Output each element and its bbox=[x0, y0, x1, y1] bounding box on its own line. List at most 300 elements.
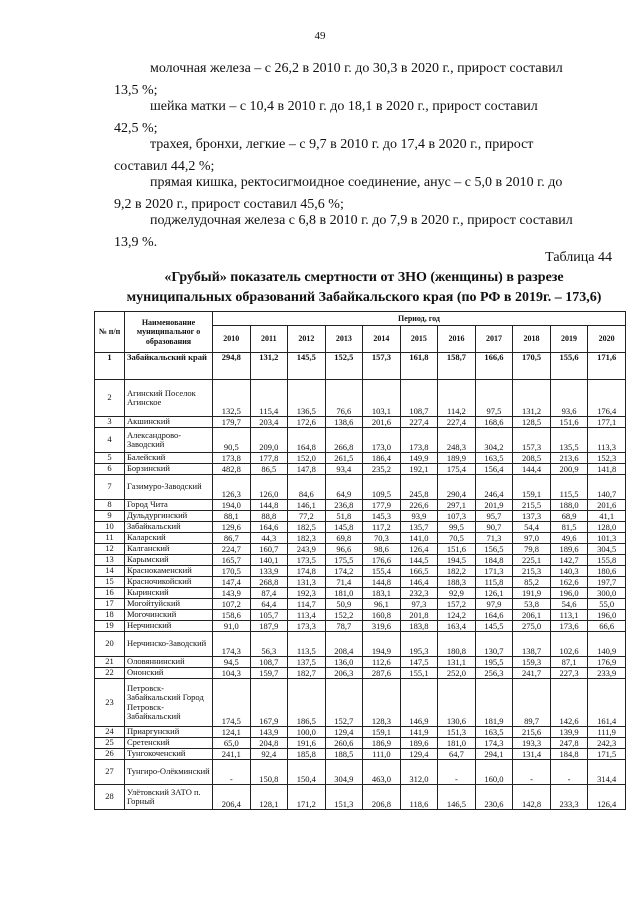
value-cell: 191,9 bbox=[513, 588, 551, 599]
value-cell: 185,8 bbox=[288, 749, 326, 760]
value-cell: 151,3 bbox=[325, 785, 363, 810]
table-row bbox=[95, 749, 626, 760]
value-cell: 147,5 bbox=[400, 657, 438, 668]
value-cell: 53,8 bbox=[513, 599, 551, 610]
value-cell: 463,0 bbox=[363, 760, 401, 785]
value-cell: 191,6 bbox=[288, 738, 326, 749]
municipality-name: Могойтуйский bbox=[125, 599, 213, 610]
value-cell: 159,1 bbox=[363, 727, 401, 738]
value-cell: 314,4 bbox=[588, 760, 626, 785]
value-cell: 179,7 bbox=[213, 417, 251, 428]
value-cell: 176,6 bbox=[363, 555, 401, 566]
table-row bbox=[95, 464, 626, 475]
value-cell: 242,3 bbox=[588, 738, 626, 749]
paragraph-line: 13,5 %; bbox=[114, 83, 158, 98]
value-cell: 227,3 bbox=[550, 668, 588, 679]
header-year: 2016 bbox=[438, 326, 476, 353]
value-cell: 173,0 bbox=[363, 428, 401, 453]
value-cell: 140,7 bbox=[588, 475, 626, 500]
value-cell: 275,0 bbox=[513, 621, 551, 632]
value-cell: 268,8 bbox=[250, 577, 288, 588]
row-number: 10 bbox=[95, 522, 125, 533]
mortality-table bbox=[94, 311, 626, 810]
value-cell: 136,5 bbox=[288, 380, 326, 417]
table-row bbox=[95, 511, 626, 522]
value-cell: - bbox=[438, 760, 476, 785]
value-cell: 115,4 bbox=[250, 380, 288, 417]
value-cell: 200,9 bbox=[550, 464, 588, 475]
value-cell: 195,3 bbox=[400, 632, 438, 657]
value-cell: 161,8 bbox=[400, 353, 438, 380]
value-cell: 167,9 bbox=[250, 679, 288, 727]
value-cell: 226,6 bbox=[400, 500, 438, 511]
value-cell: 97,3 bbox=[400, 599, 438, 610]
value-cell: 149,9 bbox=[400, 453, 438, 464]
value-cell: 157,3 bbox=[513, 428, 551, 453]
value-cell: 115,8 bbox=[475, 577, 513, 588]
value-cell: 290,4 bbox=[438, 475, 476, 500]
value-cell: 247,8 bbox=[550, 738, 588, 749]
row-number: 5 bbox=[95, 453, 125, 464]
value-cell: 54,4 bbox=[513, 522, 551, 533]
value-cell: 197,7 bbox=[588, 577, 626, 588]
value-cell: 145,3 bbox=[363, 511, 401, 522]
value-cell: 183,8 bbox=[400, 621, 438, 632]
value-cell: 224,7 bbox=[213, 544, 251, 555]
row-number: 11 bbox=[95, 533, 125, 544]
value-cell: 163,5 bbox=[475, 453, 513, 464]
value-cell: 246,4 bbox=[475, 475, 513, 500]
value-cell: 158,7 bbox=[438, 353, 476, 380]
value-cell: 131,4 bbox=[513, 749, 551, 760]
value-cell: 170,5 bbox=[213, 566, 251, 577]
value-cell: 95,7 bbox=[475, 511, 513, 522]
value-cell: 131,3 bbox=[288, 577, 326, 588]
value-cell: 174,5 bbox=[213, 679, 251, 727]
value-cell: 108,7 bbox=[250, 657, 288, 668]
value-cell: 173,3 bbox=[288, 621, 326, 632]
municipality-name: Дульдургинский bbox=[125, 511, 213, 522]
value-cell: 181,0 bbox=[438, 738, 476, 749]
value-cell: 64,9 bbox=[325, 475, 363, 500]
value-cell: 182,3 bbox=[288, 533, 326, 544]
value-cell: 96,6 bbox=[325, 544, 363, 555]
value-cell: 137,3 bbox=[513, 511, 551, 522]
value-cell: 155,6 bbox=[550, 353, 588, 380]
value-cell: 160,8 bbox=[363, 610, 401, 621]
municipality-name: Тунгиро-Олёкминский bbox=[125, 760, 213, 785]
value-cell: 108,7 bbox=[400, 380, 438, 417]
value-cell: 70,5 bbox=[438, 533, 476, 544]
value-cell: 186,5 bbox=[288, 679, 326, 727]
row-number: 24 bbox=[95, 727, 125, 738]
value-cell: 482,8 bbox=[213, 464, 251, 475]
value-cell: 66,6 bbox=[588, 621, 626, 632]
value-cell: 170,5 bbox=[513, 353, 551, 380]
municipality-name: Газимуро-Заводский bbox=[125, 475, 213, 500]
value-cell: 107,2 bbox=[213, 599, 251, 610]
value-cell: 146,4 bbox=[400, 577, 438, 588]
value-cell: 165,7 bbox=[213, 555, 251, 566]
value-cell: 173,5 bbox=[288, 555, 326, 566]
municipality-name: Тунгокоченский bbox=[125, 749, 213, 760]
row-number: 15 bbox=[95, 577, 125, 588]
value-cell: 188,5 bbox=[325, 749, 363, 760]
value-cell: 69,8 bbox=[325, 533, 363, 544]
value-cell: 206,8 bbox=[363, 785, 401, 810]
municipality-name: Краснокаменский bbox=[125, 566, 213, 577]
municipality-name: Агинский Поселок Агинское bbox=[125, 380, 213, 417]
value-cell: 112,6 bbox=[363, 657, 401, 668]
value-cell: 71,3 bbox=[475, 533, 513, 544]
value-cell: 105,7 bbox=[250, 610, 288, 621]
header-year: 2017 bbox=[475, 326, 513, 353]
value-cell: 168,6 bbox=[475, 417, 513, 428]
value-cell: 159,7 bbox=[250, 668, 288, 679]
value-cell: - bbox=[213, 760, 251, 785]
paragraph-pancreas bbox=[114, 210, 612, 254]
table-row bbox=[95, 668, 626, 679]
value-cell: 143,9 bbox=[213, 588, 251, 599]
value-cell: 183,1 bbox=[363, 588, 401, 599]
municipality-name: Нерчинский bbox=[125, 621, 213, 632]
value-cell: 201,8 bbox=[400, 610, 438, 621]
row-number: 6 bbox=[95, 464, 125, 475]
value-cell: 143,9 bbox=[250, 727, 288, 738]
value-cell: 124,1 bbox=[213, 727, 251, 738]
value-cell: 129,4 bbox=[325, 727, 363, 738]
value-cell: 81,5 bbox=[550, 522, 588, 533]
row-number: 22 bbox=[95, 668, 125, 679]
value-cell: 182,5 bbox=[288, 522, 326, 533]
value-cell: 312,0 bbox=[400, 760, 438, 785]
value-cell: 93,6 bbox=[550, 380, 588, 417]
value-cell: 180,8 bbox=[438, 632, 476, 657]
value-cell: 181,9 bbox=[475, 679, 513, 727]
row-number: 12 bbox=[95, 544, 125, 555]
value-cell: 126,1 bbox=[475, 588, 513, 599]
value-cell: 71,4 bbox=[325, 577, 363, 588]
value-cell: 182,7 bbox=[288, 668, 326, 679]
value-cell: 152,7 bbox=[325, 679, 363, 727]
value-cell: 130,6 bbox=[438, 679, 476, 727]
value-cell: 55,0 bbox=[588, 599, 626, 610]
value-cell: 68,9 bbox=[550, 511, 588, 522]
value-cell: 97,0 bbox=[513, 533, 551, 544]
value-cell: 159,1 bbox=[513, 475, 551, 500]
municipality-name: Забайкальский край bbox=[125, 353, 213, 380]
value-cell: 171,6 bbox=[588, 353, 626, 380]
header-number: № п/п bbox=[95, 312, 125, 353]
value-cell: 245,8 bbox=[400, 475, 438, 500]
value-cell: 133,9 bbox=[250, 566, 288, 577]
value-cell: 141,9 bbox=[400, 727, 438, 738]
value-cell: 208,4 bbox=[325, 632, 363, 657]
value-cell: 91,0 bbox=[213, 621, 251, 632]
value-cell: 155,1 bbox=[400, 668, 438, 679]
municipality-name: Приаргунский bbox=[125, 727, 213, 738]
municipality-name: Кыринский bbox=[125, 588, 213, 599]
row-number: 26 bbox=[95, 749, 125, 760]
municipality-name: Оловяннинский bbox=[125, 657, 213, 668]
value-cell: 160,0 bbox=[475, 760, 513, 785]
value-cell: 166,6 bbox=[475, 353, 513, 380]
value-cell: 147,8 bbox=[288, 464, 326, 475]
value-cell: 145,8 bbox=[325, 522, 363, 533]
municipality-name: Могочинский bbox=[125, 610, 213, 621]
value-cell: 76,6 bbox=[325, 380, 363, 417]
value-cell: 266,8 bbox=[325, 428, 363, 453]
row-number: 19 bbox=[95, 621, 125, 632]
row-number: 8 bbox=[95, 500, 125, 511]
row-number: 28 bbox=[95, 785, 125, 810]
row-number: 23 bbox=[95, 679, 125, 727]
value-cell: 174,3 bbox=[213, 632, 251, 657]
municipality-name: Борзинский bbox=[125, 464, 213, 475]
municipality-name: Карымский bbox=[125, 555, 213, 566]
value-cell: 144,8 bbox=[363, 577, 401, 588]
value-cell: 126,4 bbox=[588, 785, 626, 810]
table-row bbox=[95, 500, 626, 511]
value-cell: 180,6 bbox=[588, 566, 626, 577]
value-cell: 233,9 bbox=[588, 668, 626, 679]
value-cell: 152,0 bbox=[288, 453, 326, 464]
value-cell: 177,8 bbox=[250, 453, 288, 464]
value-cell: 140,3 bbox=[550, 566, 588, 577]
table-row bbox=[95, 760, 626, 785]
value-cell: 201,9 bbox=[475, 500, 513, 511]
value-cell: 158,6 bbox=[213, 610, 251, 621]
value-cell: 139,9 bbox=[550, 727, 588, 738]
value-cell: 174,3 bbox=[475, 738, 513, 749]
municipality-name: Акшинский bbox=[125, 417, 213, 428]
value-cell: 129,6 bbox=[213, 522, 251, 533]
value-cell: 78,7 bbox=[325, 621, 363, 632]
value-cell: 146,5 bbox=[438, 785, 476, 810]
value-cell: 248,3 bbox=[438, 428, 476, 453]
value-cell: 107,3 bbox=[438, 511, 476, 522]
value-cell: 163,4 bbox=[438, 621, 476, 632]
value-cell: 155,4 bbox=[363, 566, 401, 577]
value-cell: 236,8 bbox=[325, 500, 363, 511]
value-cell: 189,6 bbox=[550, 544, 588, 555]
value-cell: 241,7 bbox=[513, 668, 551, 679]
value-cell: 172,6 bbox=[288, 417, 326, 428]
value-cell: 49,6 bbox=[550, 533, 588, 544]
value-cell: 294,8 bbox=[213, 353, 251, 380]
row-number: 2 bbox=[95, 380, 125, 417]
value-cell: 93,9 bbox=[400, 511, 438, 522]
value-cell: 206,3 bbox=[325, 668, 363, 679]
value-cell: 188,0 bbox=[550, 500, 588, 511]
value-cell: 111,0 bbox=[363, 749, 401, 760]
value-cell: 175,5 bbox=[325, 555, 363, 566]
value-cell: 77,2 bbox=[288, 511, 326, 522]
value-cell: 141,8 bbox=[588, 464, 626, 475]
value-cell: 64,4 bbox=[250, 599, 288, 610]
value-cell: 215,3 bbox=[513, 566, 551, 577]
value-cell: 131,1 bbox=[438, 657, 476, 668]
value-cell: 173,8 bbox=[400, 428, 438, 453]
value-cell: 146,9 bbox=[400, 679, 438, 727]
header-year: 2010 bbox=[213, 326, 251, 353]
value-cell: 97,5 bbox=[475, 380, 513, 417]
value-cell: 297,1 bbox=[438, 500, 476, 511]
row-number: 18 bbox=[95, 610, 125, 621]
value-cell: 161,4 bbox=[588, 679, 626, 727]
row-number: 4 bbox=[95, 428, 125, 453]
value-cell: 194,9 bbox=[363, 632, 401, 657]
value-cell: 145,5 bbox=[288, 353, 326, 380]
value-cell: 118,6 bbox=[400, 785, 438, 810]
table-row bbox=[95, 657, 626, 668]
value-cell: 186,9 bbox=[363, 738, 401, 749]
paragraph-line: 9,2 в 2020 г., прирост составил 45,6 %; bbox=[114, 197, 344, 212]
table-row bbox=[95, 475, 626, 500]
value-cell: 79,8 bbox=[513, 544, 551, 555]
value-cell: 126,3 bbox=[213, 475, 251, 500]
value-cell: 203,4 bbox=[250, 417, 288, 428]
value-cell: 151,6 bbox=[550, 417, 588, 428]
value-cell: 166,5 bbox=[400, 566, 438, 577]
value-cell: 260,6 bbox=[325, 738, 363, 749]
paragraph-line: поджелудочная железа с 6,8 в 2010 г. до 7,9 в 2020 г., прирост составил bbox=[150, 213, 573, 228]
value-cell: 44,3 bbox=[250, 533, 288, 544]
value-cell: 64,7 bbox=[438, 749, 476, 760]
value-cell: 157,2 bbox=[438, 599, 476, 610]
paragraph-line: составил 44,2 %; bbox=[114, 159, 215, 174]
value-cell: 94,5 bbox=[213, 657, 251, 668]
value-cell: 135,5 bbox=[550, 428, 588, 453]
value-cell: 150,4 bbox=[288, 760, 326, 785]
value-cell: 84,6 bbox=[288, 475, 326, 500]
value-cell: 113,3 bbox=[588, 428, 626, 453]
value-cell: 184,8 bbox=[475, 555, 513, 566]
value-cell: 145,5 bbox=[475, 621, 513, 632]
header-year: 2014 bbox=[363, 326, 401, 353]
value-cell: 171,5 bbox=[588, 749, 626, 760]
row-number: 9 bbox=[95, 511, 125, 522]
value-cell: 50,9 bbox=[325, 599, 363, 610]
value-cell: 171,3 bbox=[475, 566, 513, 577]
value-cell: 241,1 bbox=[213, 749, 251, 760]
value-cell: 65,0 bbox=[213, 738, 251, 749]
table-row bbox=[95, 353, 626, 380]
municipality-name: Александрово-Заводский bbox=[125, 428, 213, 453]
page-number: 49 bbox=[314, 30, 326, 42]
value-cell: 41,1 bbox=[588, 511, 626, 522]
value-cell: 102,6 bbox=[550, 632, 588, 657]
header-year: 2015 bbox=[400, 326, 438, 353]
value-cell: 56,3 bbox=[250, 632, 288, 657]
value-cell: 141,0 bbox=[400, 533, 438, 544]
value-cell: 252,0 bbox=[438, 668, 476, 679]
value-cell: 209,0 bbox=[250, 428, 288, 453]
table-row bbox=[95, 610, 626, 621]
table-row bbox=[95, 380, 626, 417]
value-cell: 151,3 bbox=[438, 727, 476, 738]
value-cell: 304,5 bbox=[588, 544, 626, 555]
table-body bbox=[95, 353, 626, 810]
value-cell: 152,5 bbox=[325, 353, 363, 380]
table-row bbox=[95, 785, 626, 810]
row-number: 20 bbox=[95, 632, 125, 657]
value-cell: 98,6 bbox=[363, 544, 401, 555]
value-cell: 87,1 bbox=[550, 657, 588, 668]
value-cell: 156,5 bbox=[475, 544, 513, 555]
value-cell: 189,9 bbox=[438, 453, 476, 464]
value-cell: 175,4 bbox=[438, 464, 476, 475]
value-cell: 227,4 bbox=[438, 417, 476, 428]
municipality-name: Улётовский ЗАТО п. Горный bbox=[125, 785, 213, 810]
value-cell: 113,1 bbox=[550, 610, 588, 621]
value-cell: 300,0 bbox=[588, 588, 626, 599]
value-cell: 304,9 bbox=[325, 760, 363, 785]
value-cell: 124,2 bbox=[438, 610, 476, 621]
value-cell: 104,3 bbox=[213, 668, 251, 679]
municipality-name: Нерчинско-Заводский bbox=[125, 632, 213, 657]
value-cell: 235,2 bbox=[363, 464, 401, 475]
value-cell: 176,9 bbox=[588, 657, 626, 668]
value-cell: 132,5 bbox=[213, 380, 251, 417]
table-row bbox=[95, 727, 626, 738]
value-cell: 186,4 bbox=[363, 453, 401, 464]
value-cell: 201,6 bbox=[363, 417, 401, 428]
header-period: Период, год bbox=[213, 312, 626, 326]
value-cell: 215,6 bbox=[513, 727, 551, 738]
value-cell: 173,6 bbox=[550, 621, 588, 632]
header-year: 2012 bbox=[288, 326, 326, 353]
municipality-name: Ононский bbox=[125, 668, 213, 679]
paragraph-line: прямая кишка, ректосигмоидное соединение, анус – с 5,0 в 2010 г. до bbox=[150, 175, 563, 190]
municipality-name: Каларский bbox=[125, 533, 213, 544]
value-cell: 204,8 bbox=[250, 738, 288, 749]
header-year: 2020 bbox=[588, 326, 626, 353]
table-row bbox=[95, 679, 626, 727]
value-cell: 142,7 bbox=[550, 555, 588, 566]
header-year: 2013 bbox=[325, 326, 363, 353]
value-cell: 136,0 bbox=[325, 657, 363, 668]
value-cell: 192,1 bbox=[400, 464, 438, 475]
value-cell: 173,8 bbox=[213, 453, 251, 464]
value-cell: 88,1 bbox=[213, 511, 251, 522]
table-row bbox=[95, 544, 626, 555]
value-cell: 157,3 bbox=[363, 353, 401, 380]
row-number: 27 bbox=[95, 760, 125, 785]
row-number: 25 bbox=[95, 738, 125, 749]
paragraph-line: шейка матки – с 10,4 в 2010 г. до 18,1 в 2020 г., прирост составил bbox=[150, 99, 538, 114]
value-cell: 206,4 bbox=[213, 785, 251, 810]
value-cell: 54,6 bbox=[550, 599, 588, 610]
value-cell: 189,6 bbox=[400, 738, 438, 749]
value-cell: 319,6 bbox=[363, 621, 401, 632]
table-row bbox=[95, 453, 626, 464]
value-cell: 103,1 bbox=[363, 380, 401, 417]
value-cell: 86,5 bbox=[250, 464, 288, 475]
paragraph-line: 13,9 %. bbox=[114, 235, 158, 250]
municipality-name: Город Чита bbox=[125, 500, 213, 511]
row-number: 7 bbox=[95, 475, 125, 500]
value-cell: 176,4 bbox=[588, 380, 626, 417]
value-cell: 126,4 bbox=[400, 544, 438, 555]
value-cell: 192,3 bbox=[288, 588, 326, 599]
value-cell: 164,8 bbox=[288, 428, 326, 453]
table-title: «Грубый» показатель смертности от ЗНО (женщины) в разрезе муниципальных образований Забайкальского края (по РФ в 2019г. – 173,6) bbox=[126, 270, 602, 305]
value-cell: 164,6 bbox=[250, 522, 288, 533]
value-cell: 160,7 bbox=[250, 544, 288, 555]
value-cell: 294,1 bbox=[475, 749, 513, 760]
value-cell: 230,6 bbox=[475, 785, 513, 810]
